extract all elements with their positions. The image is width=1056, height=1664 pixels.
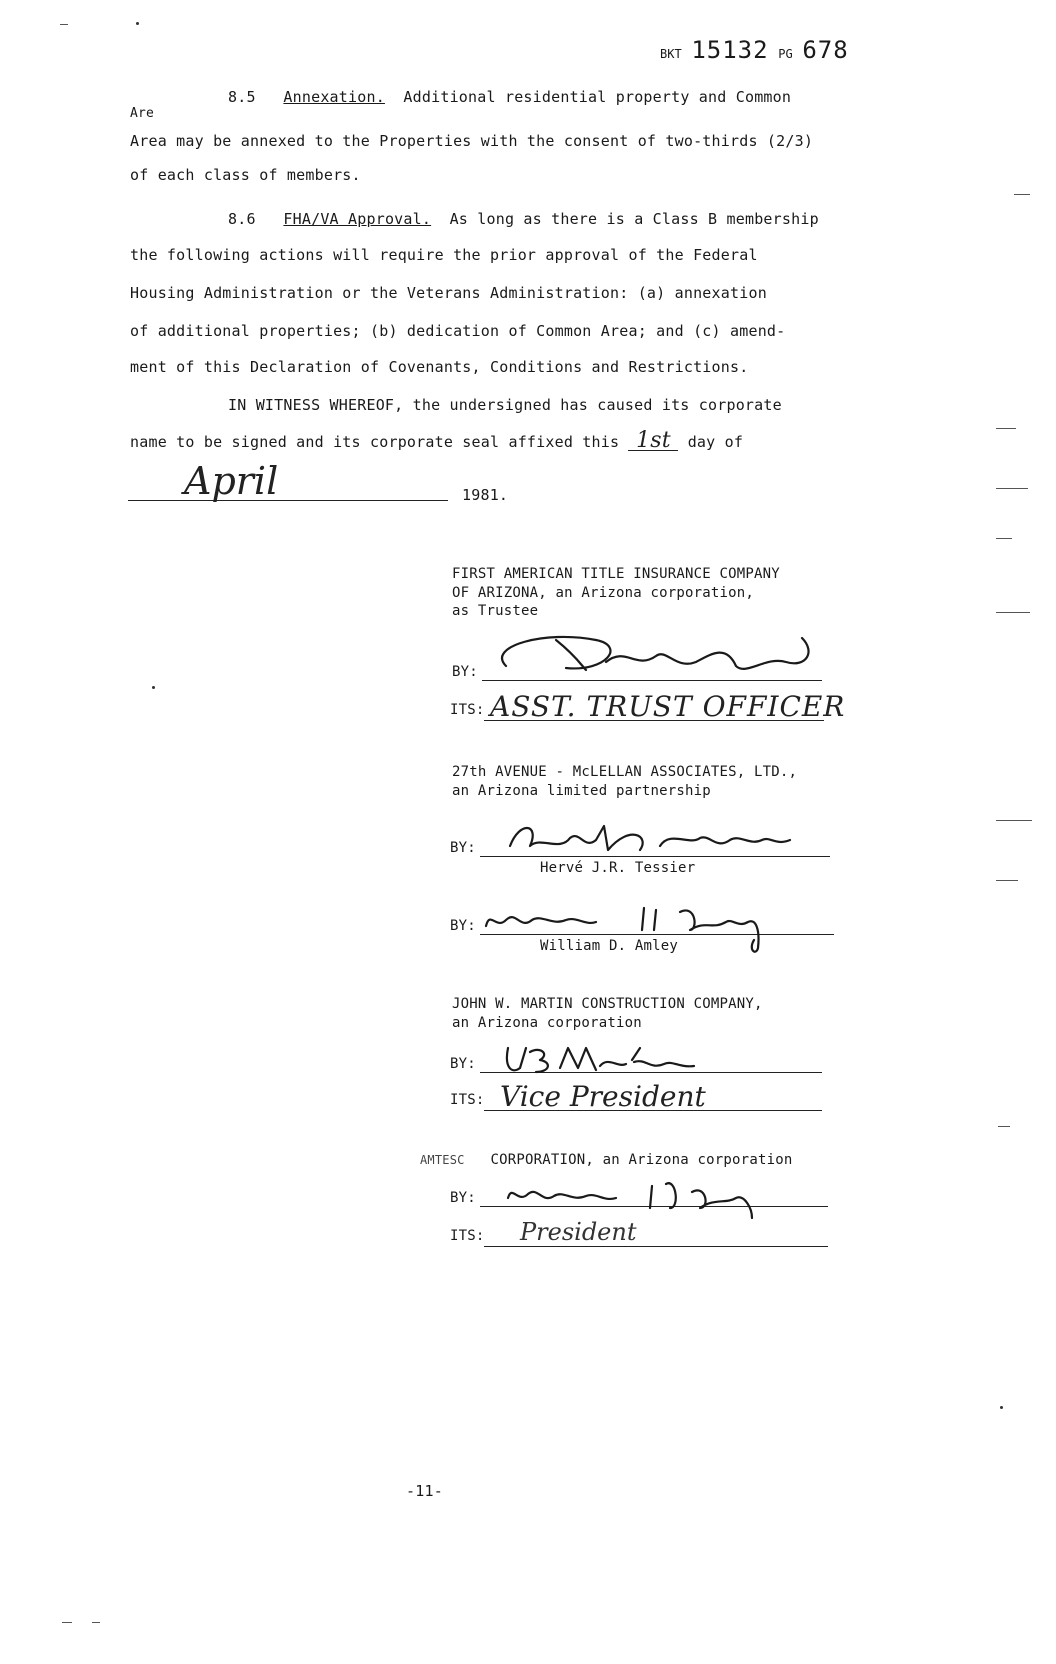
first-american-its-title: ASST. TRUST OFFICER xyxy=(490,690,846,723)
first-american-signature xyxy=(486,626,826,690)
mclellan-by1-label: BY: xyxy=(450,840,476,856)
section-8-5-line2: Area may be annexed to the Properties with the consent of two-thirds (2/3) xyxy=(130,132,814,150)
section-8-6-title: FHA/VA Approval. xyxy=(283,210,432,228)
margin-mark xyxy=(996,880,1018,881)
witness-line2 xyxy=(130,428,744,453)
mclellan-line2: an Arizona limited partnership xyxy=(452,783,711,799)
margin-dot xyxy=(152,686,155,689)
section-8-6-line5: ment of this Declaration of Covenants, Conditions and Restrictions. xyxy=(130,358,749,376)
margin-mark xyxy=(996,820,1032,821)
amtesc-its-line xyxy=(484,1246,828,1247)
witness-day-of: day of xyxy=(687,433,744,451)
mclellan-signature-1 xyxy=(500,816,800,860)
witness-line2-text: name to be signed and its corporate seal affixed this xyxy=(130,433,620,451)
amtesc-its-title: President xyxy=(520,1218,637,1246)
book-number: 15132 xyxy=(691,36,769,64)
margin-mark xyxy=(62,1622,72,1623)
margin-dot xyxy=(136,22,139,25)
martin-its-title: Vice President xyxy=(500,1080,706,1113)
bkt-label: BKT xyxy=(660,47,682,61)
section-8-6-number: 8.6 xyxy=(228,210,256,228)
mclellan-by2-name: William D. Amley xyxy=(540,938,679,954)
section-8-5-line3: of each class of members. xyxy=(130,166,361,184)
first-american-by-label: BY: xyxy=(452,664,478,680)
pg-label: PG xyxy=(778,47,793,61)
handwritten-month: April xyxy=(184,459,279,503)
section-8-6-text1: As long as there is a Class B membership xyxy=(449,210,819,228)
first-american-line3: as Trustee xyxy=(452,603,539,619)
amtesc-line1 xyxy=(420,1152,792,1168)
martin-its-label: ITS: xyxy=(450,1092,485,1108)
amtesc-signature xyxy=(500,1168,800,1224)
margin-mark xyxy=(996,428,1016,429)
witness-year: 1981. xyxy=(462,486,509,504)
month-line xyxy=(128,500,448,501)
amtesc-by-label: BY: xyxy=(450,1190,476,1206)
handwritten-day: 1st xyxy=(628,432,678,451)
martin-signature xyxy=(500,1038,700,1082)
amtesc-its-label: ITS: xyxy=(450,1228,485,1244)
section-8-5-title: Annexation. xyxy=(283,88,385,106)
first-american-line2: OF ARIZONA, an Arizona corporation, xyxy=(452,585,755,601)
martin-line2: an Arizona corporation xyxy=(452,1015,642,1031)
section-8-5-number: 8.5 xyxy=(228,88,256,106)
margin-mark xyxy=(996,538,1012,539)
mclellan-by2-label: BY: xyxy=(450,918,476,934)
section-8-6-line2: the following actions will require the prior approval of the Federal xyxy=(130,246,758,264)
section-8-5-insert-word: Are xyxy=(130,106,155,121)
witness-line1: IN WITNESS WHEREOF, the undersigned has caused its corporate xyxy=(228,396,782,414)
margin-mark xyxy=(996,488,1028,489)
book-page-stamp xyxy=(660,36,849,64)
margin-mark xyxy=(92,1622,100,1623)
first-american-line1: FIRST AMERICAN TITLE INSURANCE COMPANY xyxy=(452,566,780,582)
section-8-6-line4: of additional properties; (b) dedication of Common Area; and (c) amend- xyxy=(130,322,786,340)
section-8-6-line1 xyxy=(228,210,819,228)
amtesc-corp-text: CORPORATION, an Arizona corporation xyxy=(490,1152,793,1168)
margin-mark xyxy=(996,612,1030,613)
section-8-5-text1: Additional residential property and Common xyxy=(403,88,792,106)
first-american-its-label: ITS: xyxy=(450,702,485,718)
footer-page-number: -11- xyxy=(406,1482,443,1500)
margin-dot xyxy=(1000,1406,1003,1409)
section-8-6-line3: Housing Administration or the Veterans Administration: (a) annexation xyxy=(130,284,767,302)
page-number: 678 xyxy=(802,36,849,64)
amtesc-name: AMTESC xyxy=(420,1153,465,1167)
martin-by-label: BY: xyxy=(450,1056,476,1072)
margin-mark xyxy=(1014,194,1030,195)
section-8-5-line1 xyxy=(228,88,791,106)
mclellan-by1-name: Hervé J.R. Tessier xyxy=(540,860,696,876)
margin-mark xyxy=(998,1126,1010,1127)
mclellan-line1: 27th AVENUE - McLELLAN ASSOCIATES, LTD., xyxy=(452,764,798,780)
margin-mark xyxy=(60,24,68,25)
martin-line1: JOHN W. MARTIN CONSTRUCTION COMPANY, xyxy=(452,996,763,1012)
